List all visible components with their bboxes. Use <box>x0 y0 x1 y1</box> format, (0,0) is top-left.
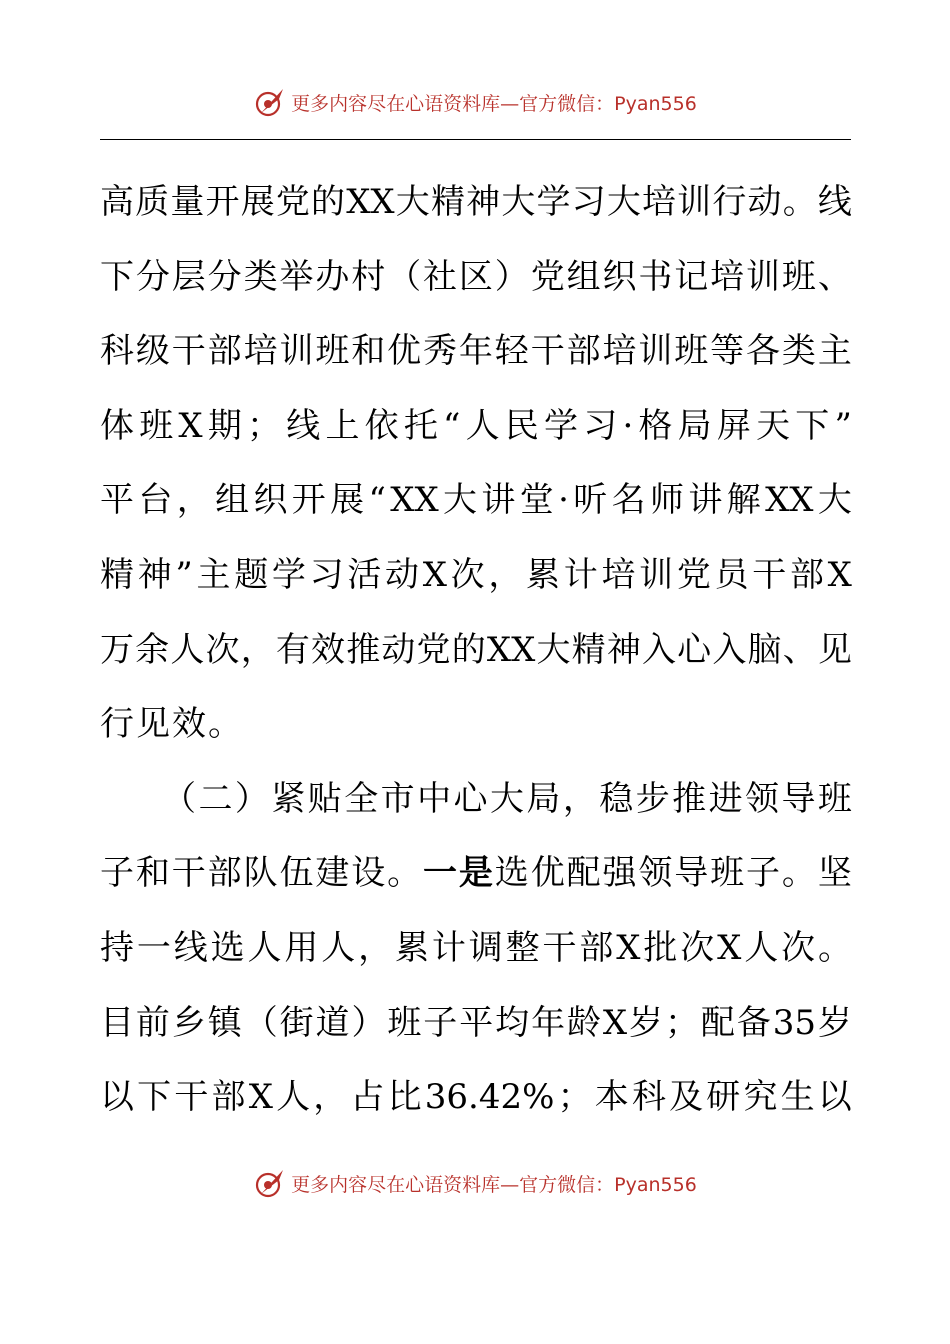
body-glyph: 活 <box>347 554 382 595</box>
body-glyph: 人 <box>465 405 500 446</box>
body-glyph: 训 <box>638 331 673 372</box>
body-glyph: 人 <box>247 927 282 968</box>
body-glyph: X <box>248 1077 273 1118</box>
body-glyph: 导 <box>781 778 816 819</box>
body-glyph: 听 <box>573 480 608 521</box>
body-glyph: 见 <box>817 629 852 670</box>
body-glyph: X <box>422 554 447 595</box>
body-glyph: 岁 <box>629 1002 664 1043</box>
body-glyph: 。 <box>782 182 817 222</box>
body-glyph: ） <box>234 778 269 819</box>
body-glyph: XX <box>765 480 814 521</box>
body-glyph: 主 <box>196 554 231 595</box>
body-glyph: 下 <box>137 1077 172 1118</box>
body-glyph: 队 <box>243 853 278 894</box>
quill-logo-icon <box>253 85 287 119</box>
footer-wechat-id: Pyan556 <box>614 1173 697 1196</box>
body-glyph: 目 <box>100 1002 134 1043</box>
body-glyph: 备 <box>736 1002 771 1043</box>
body-glyph: 依 <box>364 405 399 446</box>
body-glyph: 部 <box>789 554 824 595</box>
body-glyph: 学 <box>536 182 571 222</box>
body-glyph: 是 <box>458 853 493 894</box>
body-glyph: 一 <box>423 853 458 894</box>
body-glyph: 培 <box>642 182 676 222</box>
body-glyph: 大 <box>606 182 641 222</box>
body-glyph: XX <box>346 182 395 222</box>
body-glyph: 各 <box>746 331 781 372</box>
body-glyph: 计 <box>431 927 466 968</box>
body-glyph: 展 <box>240 182 275 222</box>
body-glyph: 办 <box>315 256 350 297</box>
body-glyph: 培 <box>710 256 745 297</box>
body-glyph: 入 <box>642 629 676 670</box>
body-glyph: 题 <box>234 554 269 595</box>
body-glyph: 学 <box>271 554 306 595</box>
body-glyph: 用 <box>284 927 319 968</box>
body-glyph: 动 <box>381 629 416 670</box>
body-glyph: X <box>178 405 203 446</box>
body-glyph: ， <box>358 927 393 968</box>
body-glyph: 及 <box>669 1077 704 1118</box>
body-glyph: 上 <box>325 405 360 446</box>
body-line-12 <box>100 986 852 1061</box>
body-glyph: ） <box>494 256 529 297</box>
body-glyph: 选 <box>494 853 529 894</box>
body-glyph: 类 <box>781 331 816 372</box>
body-glyph: ； <box>247 405 282 446</box>
body-glyph: 格 <box>638 405 673 446</box>
body-glyph: 年 <box>531 1002 566 1043</box>
footer-brand <box>291 1170 697 1197</box>
body-glyph: 社 <box>423 256 458 297</box>
body-glyph: 进 <box>708 778 743 819</box>
body-glyph: “ <box>443 405 461 446</box>
body-glyph: 贴 <box>307 778 342 819</box>
body-glyph: 建 <box>315 853 350 894</box>
body-glyph: 类 <box>243 256 278 297</box>
body-glyph: 秀 <box>423 331 458 372</box>
body-glyph: 部 <box>207 331 242 372</box>
body-glyph: ； <box>664 1002 699 1043</box>
body-glyph: 村 <box>351 256 386 297</box>
body-glyph: 神 <box>606 629 641 670</box>
body-glyph: 轻 <box>494 331 529 372</box>
quill-logo-icon <box>253 1166 287 1200</box>
body-glyph: ， <box>313 1077 348 1118</box>
body-glyph: 次 <box>781 927 816 968</box>
body-glyph: · <box>622 405 634 446</box>
body-glyph: 镇 <box>207 1002 242 1043</box>
body-glyph: 计 <box>563 554 598 595</box>
body-glyph: 推 <box>346 629 381 670</box>
body-glyph: 习 <box>583 405 618 446</box>
body-glyph: 民 <box>504 405 539 446</box>
body-glyph: 的 <box>451 629 486 670</box>
body-glyph: 见 <box>136 704 172 745</box>
body-glyph: 稳 <box>599 778 634 819</box>
body-glyph: 万 <box>100 629 134 670</box>
body-glyph: 领 <box>638 853 673 894</box>
body-glyph: X <box>616 927 641 968</box>
body-line-13 <box>100 1060 852 1135</box>
body-glyph: 二 <box>198 778 233 819</box>
body-glyph: 期 <box>207 405 242 446</box>
body-glyph: 部 <box>211 1077 246 1118</box>
body-glyph: ” <box>834 405 852 446</box>
footer-brand-text: 更多内容尽在心语资料库—官方微信： <box>291 1173 615 1196</box>
body-glyph: 体 <box>100 405 134 446</box>
body-glyph: X <box>717 927 742 968</box>
body-glyph: 等 <box>710 331 745 372</box>
body-glyph: 35 <box>772 1002 816 1043</box>
body-glyph: 子 <box>423 1002 458 1043</box>
body-glyph: 党 <box>530 256 565 297</box>
body-glyph: 人 <box>170 629 205 670</box>
body-glyph: ， <box>176 480 211 521</box>
body-glyph: 量 <box>170 182 205 222</box>
body-glyph: 局 <box>677 405 712 446</box>
body-glyph: 36.42% <box>424 1077 555 1118</box>
body-glyph: 屏 <box>716 405 751 446</box>
body-glyph: 心 <box>677 629 712 670</box>
document-body <box>100 165 852 1135</box>
body-line-7 <box>100 613 852 688</box>
body-glyph: 训 <box>279 331 314 372</box>
body-glyph: 干 <box>530 331 565 372</box>
body-glyph: 科 <box>631 1077 666 1118</box>
body-glyph: 一 <box>136 927 171 968</box>
body-glyph: 人 <box>321 927 356 968</box>
body-glyph: 和 <box>351 331 386 372</box>
section-heading-line <box>100 762 852 837</box>
body-glyph: 龄 <box>566 1002 601 1043</box>
body-glyph: 的 <box>311 182 346 222</box>
body-glyph: 研 <box>706 1077 741 1118</box>
body-glyph: 干 <box>174 1077 209 1118</box>
body-glyph: 次 <box>680 927 715 968</box>
body-glyph: · <box>558 480 569 521</box>
body-glyph: 师 <box>650 480 685 521</box>
body-glyph: 班 <box>674 331 709 372</box>
body-glyph: 平 <box>459 1002 494 1043</box>
body-glyph: 班 <box>710 853 745 894</box>
body-glyph: 整 <box>505 927 540 968</box>
body-glyph: 堂 <box>519 480 554 521</box>
body-glyph: 培 <box>601 554 636 595</box>
body-glyph: X <box>827 554 852 595</box>
body-glyph: 有 <box>275 629 310 670</box>
body-glyph: ， <box>240 629 275 670</box>
body-glyph: 级 <box>135 331 170 372</box>
body-line-3 <box>100 314 852 389</box>
body-glyph: 次 <box>205 629 240 670</box>
body-glyph: 行 <box>100 704 136 745</box>
body-glyph: 解 <box>726 480 761 521</box>
body-glyph: 质 <box>135 182 170 222</box>
body-glyph: 岁 <box>817 1002 852 1043</box>
body-glyph: 举 <box>279 256 314 297</box>
body-glyph: 平 <box>100 480 134 521</box>
body-glyph: 组 <box>215 480 250 521</box>
header-banner <box>0 82 950 122</box>
body-line-6 <box>100 538 852 613</box>
body-glyph: 效 <box>172 704 208 745</box>
body-glyph: 领 <box>745 778 779 819</box>
body-glyph: 。 <box>208 704 244 745</box>
body-glyph: 大 <box>536 629 571 670</box>
body-glyph: 讲 <box>481 480 516 521</box>
body-glyph: 累 <box>526 554 561 595</box>
body-glyph: 中 <box>417 778 452 819</box>
body-glyph: 。 <box>817 927 852 968</box>
body-glyph: 讲 <box>688 480 723 521</box>
body-glyph: 线 <box>817 182 852 222</box>
body-glyph: 持 <box>100 927 134 968</box>
body-line-5 <box>100 463 852 538</box>
body-glyph: 优 <box>530 853 565 894</box>
body-glyph: 配 <box>566 853 601 894</box>
body-glyph: 选 <box>210 927 245 968</box>
body-glyph: 班 <box>315 331 350 372</box>
body-glyph: 班 <box>139 405 174 446</box>
body-glyph: 干 <box>752 554 787 595</box>
body-glyph: 习 <box>571 182 606 222</box>
header-brand <box>291 89 697 116</box>
body-glyph: 托 <box>403 405 438 446</box>
body-glyph: 生 <box>780 1077 815 1118</box>
body-glyph: 前 <box>135 1002 170 1043</box>
body-glyph: 层 <box>171 256 206 297</box>
body-glyph: 精 <box>571 629 606 670</box>
body-line-8 <box>100 687 852 762</box>
body-glyph: 织 <box>602 256 637 297</box>
body-glyph: 人 <box>276 1077 311 1118</box>
body-glyph: 区 <box>458 256 493 297</box>
body-glyph: 坚 <box>817 853 852 894</box>
body-glyph: 推 <box>672 778 707 819</box>
body-glyph: 调 <box>468 927 503 968</box>
body-glyph: ” <box>175 554 193 595</box>
body-glyph: 。 <box>387 853 422 894</box>
body-glyph: 批 <box>643 927 678 968</box>
body-glyph: 天 <box>756 405 791 446</box>
body-glyph: ， <box>488 554 523 595</box>
body-glyph: 伍 <box>279 853 314 894</box>
body-glyph: 和 <box>135 853 170 894</box>
body-glyph: 党 <box>275 182 310 222</box>
body-glyph: 配 <box>700 1002 735 1043</box>
body-glyph: 市 <box>380 778 415 819</box>
body-glyph: 紧 <box>271 778 306 819</box>
body-glyph: 训 <box>639 554 674 595</box>
body-glyph: 组 <box>566 256 601 297</box>
body-glyph: ； <box>557 1077 592 1118</box>
body-glyph: 织 <box>253 480 288 521</box>
body-glyph: 培 <box>243 331 278 372</box>
body-glyph: 步 <box>635 778 670 819</box>
body-glyph: 心 <box>453 778 488 819</box>
body-glyph: 训 <box>746 256 781 297</box>
body-glyph: 强 <box>602 853 637 894</box>
body-glyph: 子 <box>746 853 781 894</box>
body-glyph: 神 <box>466 182 501 222</box>
body-glyph: 分 <box>207 256 242 297</box>
body-glyph: 班 <box>387 1002 422 1043</box>
body-glyph: ， <box>562 778 597 819</box>
body-glyph: 街 <box>279 1002 314 1043</box>
body-glyph: 动 <box>385 554 420 595</box>
body-glyph: 大 <box>501 182 536 222</box>
footer-banner <box>0 1163 950 1203</box>
body-line-2 <box>100 240 852 315</box>
body-glyph: 书 <box>638 256 673 297</box>
body-glyph: 脑 <box>747 629 782 670</box>
body-glyph: （ <box>162 778 196 819</box>
body-glyph: 部 <box>207 853 242 894</box>
body-glyph: 、 <box>782 629 817 670</box>
body-glyph: XX <box>390 480 439 521</box>
body-glyph: 人 <box>744 927 779 968</box>
body-glyph: 大 <box>489 778 524 819</box>
body-glyph: 精 <box>100 554 134 595</box>
body-glyph: 、 <box>817 256 852 297</box>
body-glyph: 均 <box>495 1002 530 1043</box>
body-glyph: 科 <box>100 331 134 372</box>
body-glyph: 干 <box>171 853 206 894</box>
body-glyph: 开 <box>205 182 240 222</box>
body-glyph: 班 <box>817 778 852 819</box>
body-glyph: 入 <box>712 629 747 670</box>
body-glyph: 部 <box>579 927 614 968</box>
body-glyph: （ <box>387 256 422 297</box>
body-glyph: 行 <box>712 182 747 222</box>
body-glyph: 。 <box>781 853 816 894</box>
body-glyph: 次 <box>450 554 485 595</box>
body-glyph: 党 <box>416 629 451 670</box>
body-glyph: 动 <box>747 182 782 222</box>
body-glyph: 以 <box>100 1077 134 1118</box>
body-glyph: 本 <box>594 1077 629 1118</box>
body-glyph: 导 <box>674 853 709 894</box>
body-glyph: 训 <box>677 182 712 222</box>
body-glyph: 子 <box>100 853 134 894</box>
body-glyph: 干 <box>542 927 577 968</box>
body-glyph: 下 <box>795 405 830 446</box>
body-line-10 <box>100 836 852 911</box>
body-glyph: 主 <box>817 331 852 372</box>
body-glyph: 分 <box>135 256 170 297</box>
body-glyph: 开 <box>291 480 326 521</box>
body-glyph: （ <box>243 1002 278 1043</box>
body-glyph: ） <box>351 1002 386 1043</box>
body-glyph: 线 <box>286 405 321 446</box>
body-glyph: 优 <box>387 331 422 372</box>
body-glyph: 精 <box>430 182 465 222</box>
body-glyph: 干 <box>171 331 206 372</box>
body-glyph: 神 <box>137 554 172 595</box>
header-brand-text: 更多内容尽在心语资料库—官方微信： <box>291 92 615 115</box>
header-divider <box>100 139 851 140</box>
body-glyph: 线 <box>173 927 208 968</box>
body-glyph: 年 <box>458 331 493 372</box>
body-glyph: XX <box>486 629 536 670</box>
body-glyph: 大 <box>817 480 852 521</box>
body-glyph: 局 <box>526 778 561 819</box>
body-glyph: 部 <box>566 331 601 372</box>
body-glyph: 大 <box>395 182 430 222</box>
body-glyph: 设 <box>351 853 386 894</box>
body-glyph: 全 <box>344 778 379 819</box>
body-line-11 <box>100 911 852 986</box>
body-glyph: 名 <box>611 480 646 521</box>
body-glyph: 记 <box>674 256 709 297</box>
body-glyph: 习 <box>309 554 344 595</box>
body-glyph: 班 <box>781 256 816 297</box>
body-glyph: 累 <box>395 927 429 968</box>
body-glyph: 台 <box>138 480 173 521</box>
body-glyph: 大 <box>443 480 478 521</box>
body-glyph: 以 <box>817 1077 852 1118</box>
header-wechat-id: Pyan556 <box>614 92 697 115</box>
body-glyph: 究 <box>743 1077 778 1118</box>
body-glyph: 乡 <box>171 1002 206 1043</box>
body-glyph: 占 <box>350 1077 385 1118</box>
body-line-4 <box>100 389 852 464</box>
body-glyph: 高 <box>100 182 134 222</box>
body-glyph: “ <box>368 480 386 521</box>
body-glyph: 员 <box>714 554 749 595</box>
body-glyph: 展 <box>330 480 365 521</box>
body-glyph: 党 <box>676 554 711 595</box>
body-glyph: 培 <box>602 331 637 372</box>
body-line-1 <box>100 165 852 240</box>
body-glyph: X <box>602 1002 628 1043</box>
body-glyph: 下 <box>100 256 134 297</box>
body-glyph: 比 <box>387 1077 422 1118</box>
body-glyph: 道 <box>315 1002 350 1043</box>
body-glyph: 效 <box>311 629 346 670</box>
body-glyph: 学 <box>544 405 579 446</box>
body-glyph: 余 <box>135 629 170 670</box>
